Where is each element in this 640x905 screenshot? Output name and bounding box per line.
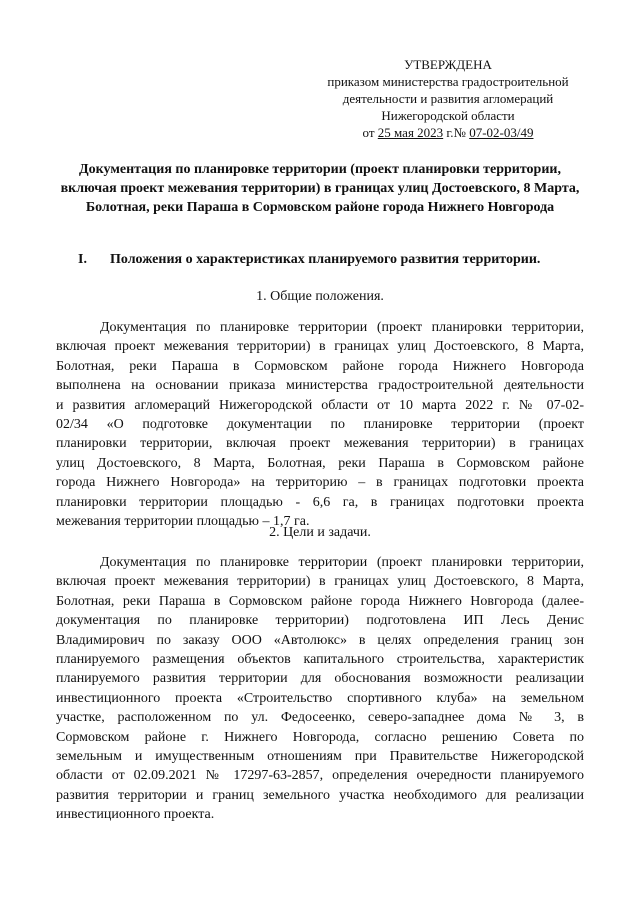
approval-date-prefix: от [362,125,378,140]
paragraph-line: инвестиционного проекта. [56,807,215,823]
paragraph-goals [56,553,584,825]
paragraph-line: инвестиционного проекта «Строительство спортивного клуба» на земельном [56,690,584,706]
paragraph-line: Болотная, реки Параша в Сормовском районе города Нижнего Новгорода (далее- [56,593,584,609]
paragraph-line: межевания территории площадью – 1,7 га. [56,514,310,530]
paragraph-line: включая проект межевания территории) в границах улиц Достоевского, 8 Марта, [56,339,584,355]
paragraph-line: планировки территории площадью - 6,6 га, в границах подготовки проекта [56,494,584,510]
paragraph-line: Документация по планировке территории (проект планировки территории, [100,555,584,570]
paragraph-line: земельным и имущественным отношениям при Правительстве Нижегородской [56,749,584,765]
section-heading [78,250,598,269]
paragraph-line: Болотная, реки Параша в Сормовском районе города Нижнего Новгорода [56,358,584,374]
paragraph-line: документация по планировке территории) подготовлена ИП Лесь Денис [56,613,584,629]
approval-date: 25 мая 2023 [377,125,444,140]
paragraph-line: Сормовском районе г. Нижнего Новгорода, согласно решению Совета по [56,729,584,745]
paragraph-line: участке, расположенном по ул. Федосеенко, северо-западнее дома № 3, в [56,710,584,726]
paragraph-line: планируемого развития территории для обоснования возможности реализации [56,671,584,687]
section-number: I. [78,252,87,267]
approval-heading: УТВЕРЖДЕНА [404,57,492,72]
approval-line: Нижегородской области [381,108,515,123]
approval-line: деятельности и развития агломераций [342,91,554,106]
paragraph-line: выполнена на основании приказа министерства градостроительной деятельности [56,378,584,394]
paragraph-line: Владимирович по заказу ООО «Автолюкс» в целях определения границ зон [56,632,584,648]
subsection-goals: 2. Цели и задачи. [269,525,371,540]
paragraph-line: планировки территории, включая проект межевания территории) в границах [56,436,584,452]
paragraph-line: области от 02.09.2021 № 17297-63-2857, определения очередности планируемого [56,768,584,784]
paragraph-line: Документация по планировке территории (проект планировки территории, [100,320,584,335]
approval-number-prefix: г.№ [443,125,470,140]
section-title: Положения о характеристиках планируемого развития территории. [110,252,541,267]
paragraph-general [56,318,584,531]
paragraph-line: включая проект межевания территории) в границах улиц Достоевского, 8 Марта, [56,574,584,590]
paragraph-line: 02/34 «О подготовке документации по планировке территории (проект [56,417,584,433]
approval-date-line [318,124,578,141]
paragraph-line: планируемого размещения объектов капитального строительства, характеристик [56,652,584,668]
approval-line: приказом министерства градостроительной [327,74,569,89]
paragraph-line: города Нижнего Новгорода» на территорию – в границах подготовки проекта [56,475,584,491]
approval-stamp [318,56,578,141]
subsection-general: 1. Общие положения. [256,289,384,304]
document-title: Документация по планировке территории (проект планировки территории, включая проект межевания территории) в границах улиц Достоевского, 8 Марта, Болотная, реки Параша в Сормовском районе города Нижнего Новгорода [60,162,580,215]
paragraph-line: и развития агломераций Нижегородской области от 10 марта 2022 г. № 07-02- [56,397,584,413]
paragraph-line: улиц Достоевского, 8 Марта, Болотная, реки Параша в Сормовском районе [56,455,584,471]
approval-number: 07-02-03/49 [469,125,534,140]
paragraph-line: развития территории и границ земельного участка необходимого для реализации [56,787,584,803]
